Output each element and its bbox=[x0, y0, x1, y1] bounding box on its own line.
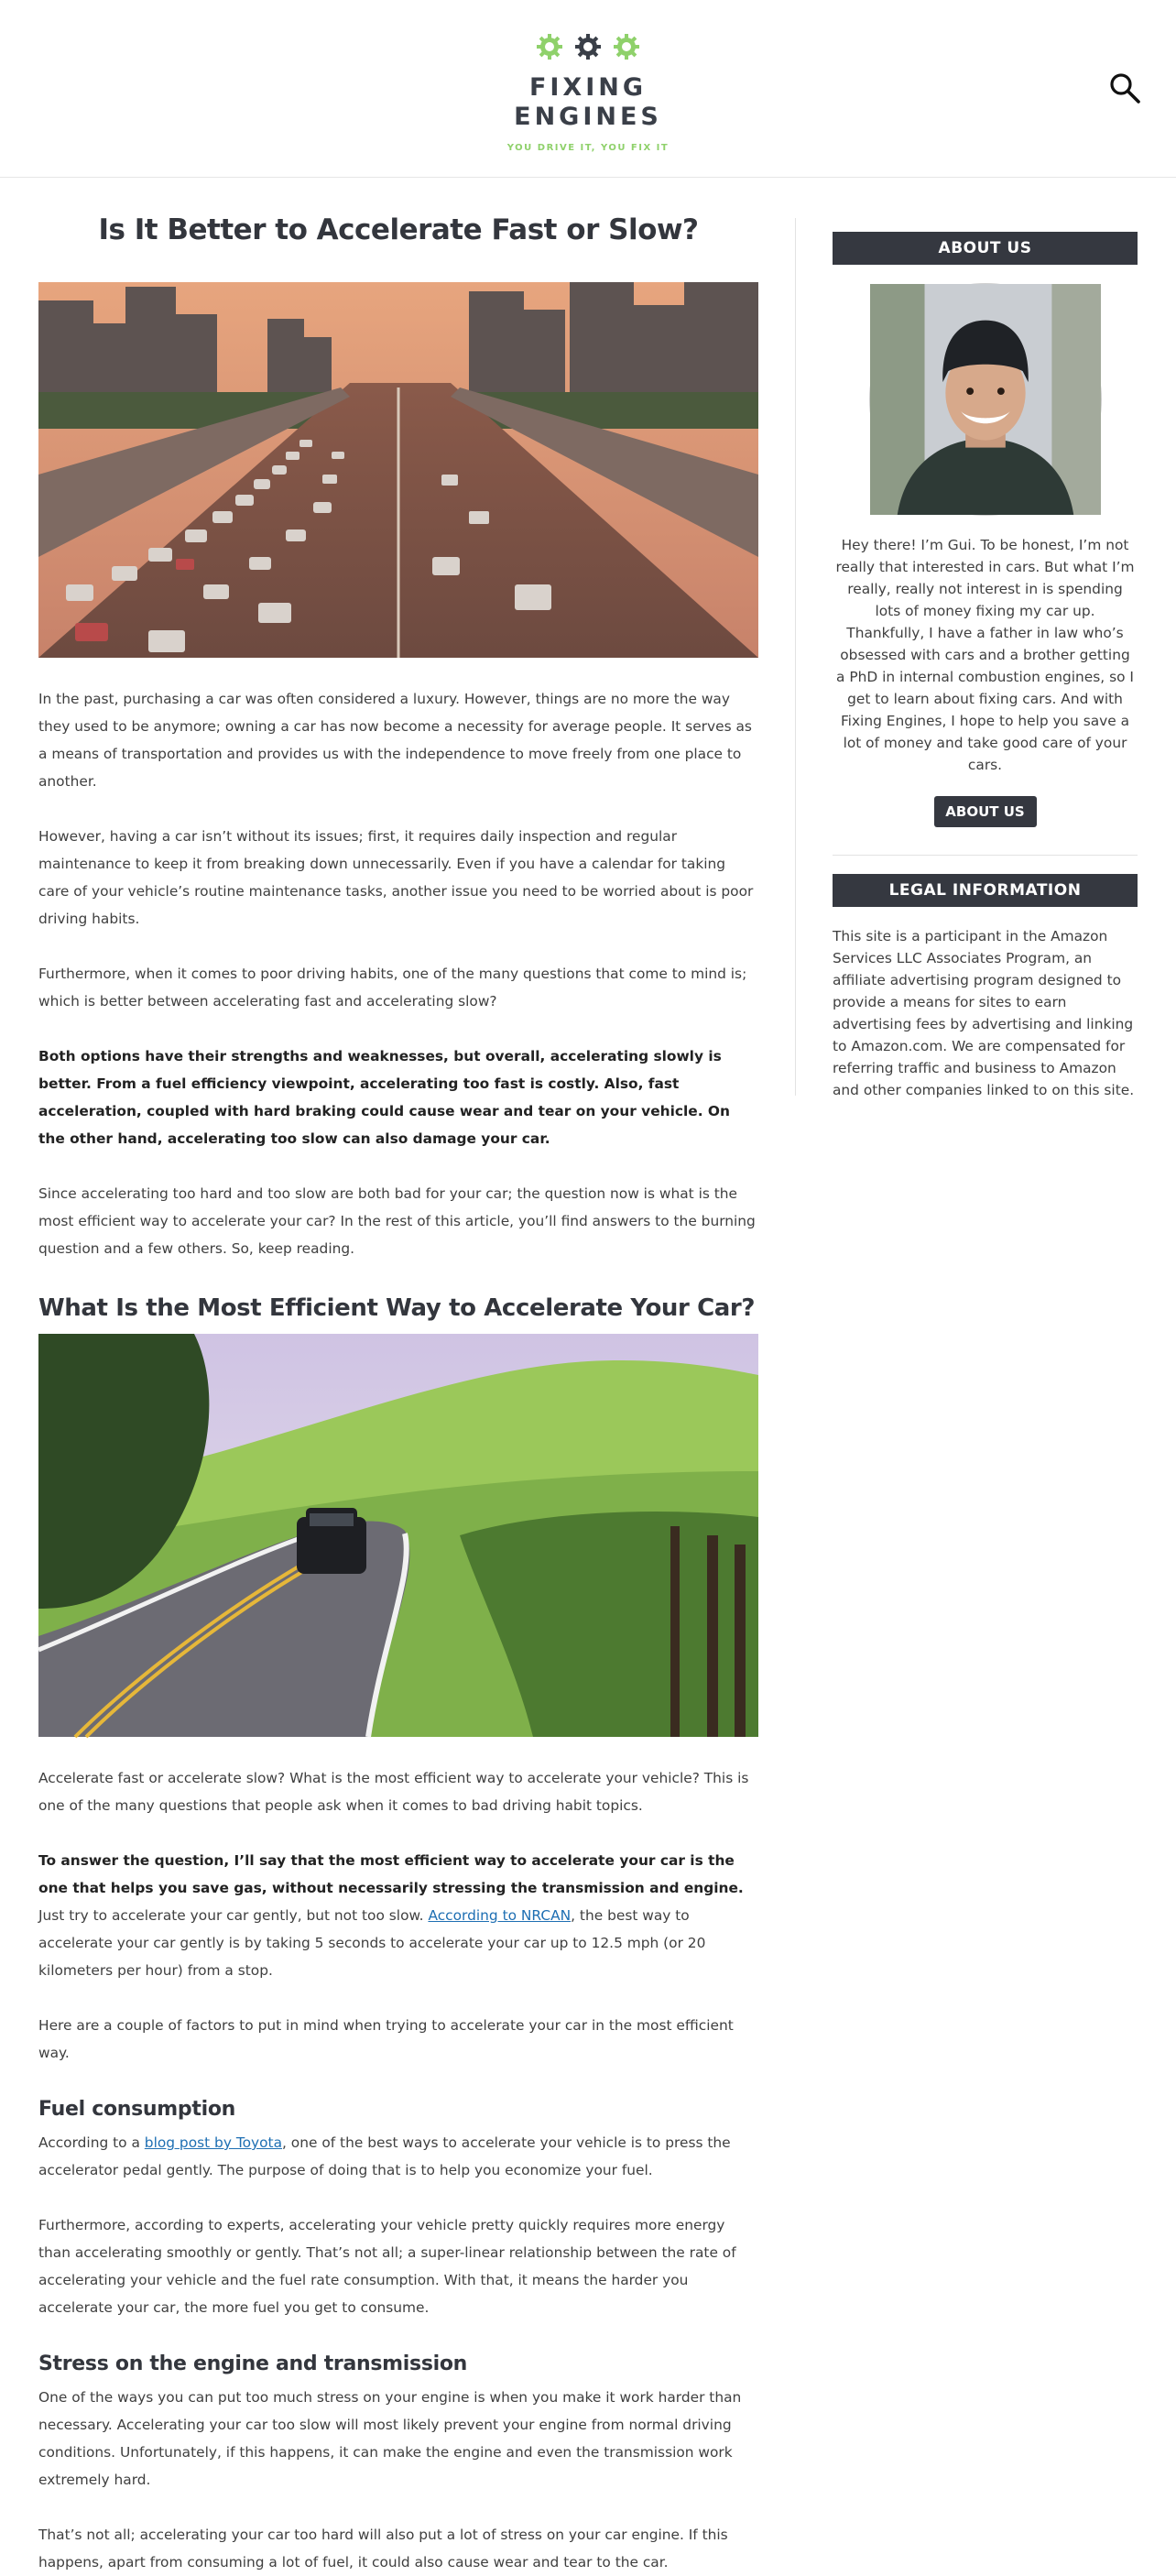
paragraph: In the past, purchasing a car was often considered a luxury. However, things are no more the way they used to be anymore; owning a car has now become a necessity for average people. It serves as a means of transportation and provides us with the independence to move freely from one place to another. bbox=[38, 691, 752, 790]
paragraph-summary bbox=[38, 1042, 758, 1152]
page-title: Is It Better to Accelerate Fast or Slow? bbox=[98, 213, 699, 246]
text-span: , the best way to accelerate your car gently is by taking 5 seconds to accelerate your car up to 12.5 mph (or 20 kilometers per hour) from a stop. bbox=[38, 1907, 706, 1979]
gear-icon bbox=[574, 33, 602, 60]
bold-summary: Both options have their strengths and weaknesses, but overall, accelerating slowly is better. From a fuel efficiency viewpoint, accelerating too fast is costly. Also, fast acceleration, coupled with hard braking could cause wear and tear on your vehicle. On the other hand, accelerating too slow can also damage your car. bbox=[38, 1048, 730, 1147]
search-icon[interactable] bbox=[1108, 71, 1141, 104]
text-span: Just try to accelerate your car gently, but not too slow. bbox=[38, 1907, 429, 1924]
text-span: According to a bbox=[38, 2134, 145, 2151]
site-header bbox=[0, 0, 1176, 178]
author-avatar bbox=[869, 283, 1102, 516]
bold-answer: To answer the question, I’ll say that the most efficient way to accelerate your car is the one that helps you save gas, without necessarily stressing the transmission and engine. bbox=[38, 1852, 744, 1896]
hero-image-traffic-highway bbox=[38, 282, 758, 658]
subsection-heading-stress: Stress on the engine and transmission bbox=[38, 2352, 468, 2375]
logo-text-line1: FIXING bbox=[528, 73, 648, 102]
paragraph bbox=[38, 2129, 758, 2184]
paragraph-answer bbox=[38, 1847, 758, 1984]
about-text: Hey there! I’m Gui. To be honest, I’m not really that interested in cars. But what I’m really, really not interest in is spending lots of money fixing my car up. Thankfully, I have a father in law who’s obsessed with cars and a brother getting a PhD in internal combustion engines, so I get to learn about fixing cars. And with Fixing Engines, I hope to help you save a lot of money and take good care of your cars. bbox=[835, 537, 1135, 773]
gear-icon bbox=[536, 33, 563, 60]
sidebar bbox=[833, 178, 1138, 1101]
section-heading: What Is the Most Efficient Way to Accelerate Your Car? bbox=[38, 1294, 756, 1322]
about-us-button[interactable]: ABOUT US bbox=[934, 796, 1037, 827]
subsection-heading-fuel: Fuel consumption bbox=[38, 2098, 235, 2121]
legal-widget-title: LEGAL INFORMATION bbox=[833, 874, 1138, 907]
road-image-car-countryside bbox=[38, 1334, 758, 1737]
logo-gears bbox=[496, 31, 680, 62]
paragraph: Furthermore, according to experts, accelerating your vehicle pretty quickly requires more energy than accelerating smoothly or gently. That’s not all; a super-linear relationship between the rate of accelerating your vehicle and the fuel rate consumption. With that, it means the harder you accelerate your car, the more fuel you get to consume. bbox=[38, 2217, 736, 2316]
text-span: , one of the best ways to accelerate your vehicle is to press the accelerator pedal gently. The purpose of doing that is to help you economize your fuel. bbox=[38, 2134, 731, 2178]
paragraph: That’s not all; accelerating your car too hard will also put a lot of stress on your car engine. If this happens, apart from consuming a lot of fuel, it could also cause wear and tear to the car. bbox=[38, 2527, 728, 2571]
paragraph: However, having a car isn’t without its issues; first, it requires daily inspection and regular maintenance to keep it from breaking down unnecessarily. Even if you have a calendar for taking care of your vehicle’s routine maintenance tasks, another issue you need to be worried about is poor driving habits. bbox=[38, 828, 754, 927]
site-logo[interactable] bbox=[496, 31, 680, 153]
paragraph: Since accelerating too hard and too slow are both bad for your car; the question now is what is the most efficient way to accelerate your car? In the rest of this article, you’ll find answers to the burning question and a few others. So, keep reading. bbox=[38, 1185, 756, 1257]
about-widget-title: ABOUT US bbox=[833, 232, 1138, 265]
gear-icon bbox=[613, 33, 640, 60]
sidebar-divider bbox=[833, 855, 1138, 856]
content-divider bbox=[795, 218, 796, 1096]
toyota-blog-link[interactable]: blog post by Toyota bbox=[144, 2134, 283, 2151]
article bbox=[38, 178, 758, 2576]
paragraph: Here are a couple of factors to put in mind when trying to accelerate your car in the most efficient way. bbox=[38, 2017, 734, 2061]
nrcan-link[interactable]: According to NRCAN bbox=[428, 1907, 572, 1924]
site-tagline: YOU DRIVE IT, YOU FIX IT bbox=[506, 143, 670, 153]
paragraph: Accelerate fast or accelerate slow? What is the most efficient way to accelerate your vehicle? This is one of the many questions that people ask when it comes to bad driving habit topics. bbox=[38, 1770, 749, 1814]
legal-text: This site is a participant in the Amazon Services LLC Associates Program, an affiliate advertising program designed to provide a means for sites to earn advertising fees by advertising and linking to Amazon.com. We are compensated for referring traffic and business to Amazon and other companies linked to on this site. bbox=[833, 928, 1135, 1098]
logo-text-line2: ENGINES bbox=[514, 103, 662, 131]
paragraph: One of the ways you can put too much stress on your engine is when you make it work harder than necessary. Accelerating your car too slow will most likely prevent your engine from normal driving conditions. Unfortunately, if this happens, it can make the engine and even the transmission work extremely hard. bbox=[38, 2389, 742, 2488]
paragraph: Furthermore, when it comes to poor driving habits, one of the many questions that come to mind is; which is better between accelerating fast and accelerating slow? bbox=[38, 966, 747, 1010]
